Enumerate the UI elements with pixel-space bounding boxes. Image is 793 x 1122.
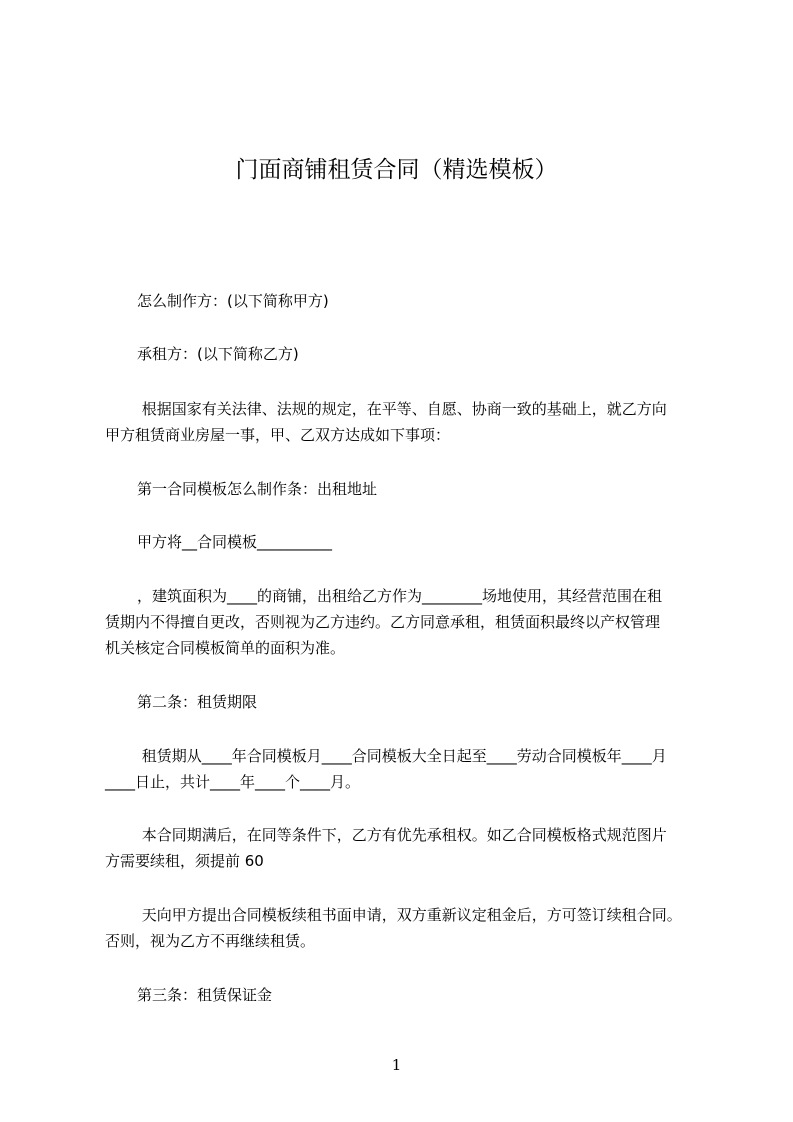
paragraph-lessee — [105, 341, 705, 367]
text-line: 怎么制作方：(以下简称甲方) — [137, 292, 329, 310]
text-line: 租赁期从____年合同模板月____合同模板大全日起至____劳动合同模板年____月 — [137, 747, 667, 765]
text-line: ，建筑面积为____的商铺，出租给乙方作为________场地使用，其经营范围在租 — [137, 587, 663, 605]
text-line: 机关核定合同模板简单的面积为准。 — [105, 639, 346, 657]
text-line: ____日止，共计____年____个____月。 — [105, 773, 361, 791]
paragraph-area-use — [105, 583, 705, 661]
page-number: 1 — [391, 1056, 402, 1074]
document-title: 门面商铺租赁合同（精选模板） — [235, 157, 558, 184]
paragraph-renewal — [105, 822, 705, 874]
text-line: 根据国家有关法律、法规的规定，在平等、自愿、协商一致的基础上，就乙方向 — [137, 400, 667, 418]
text-line: 天向甲方提出合同模板续租书面申请，双方重新议定租金后，方可签订续租合同。 — [137, 906, 682, 924]
heading-article-2 — [105, 689, 705, 715]
heading-article-1 — [105, 476, 705, 502]
paragraph-preamble — [105, 396, 705, 448]
paragraph-premises — [105, 529, 705, 555]
text-line: 第二条：租赁期限 — [137, 693, 258, 711]
text-line: 甲方将__合同模板__________ — [137, 533, 333, 551]
text-line: 甲方租赁商业房屋一事，甲、乙双方达成如下事项： — [105, 426, 451, 444]
paragraph-lessor — [105, 288, 705, 314]
text-line: 否则，视为乙方不再继续租赁。 — [105, 932, 316, 950]
text-line: 第三条：租赁保证金 — [137, 986, 273, 1004]
text-line: 赁期内不得擅自更改，否则视为乙方违约。乙方同意承租，租赁面积最终以产权管理 — [105, 613, 661, 631]
text-line: 本合同期满后，在同等条件下，乙方有优先承租权。如乙合同模板格式规范图片 — [137, 826, 667, 844]
text-line: 方需要续租，须提前 60 — [105, 852, 264, 870]
text-line: 第一合同模板怎么制作条：出租地址 — [137, 480, 378, 498]
text-line: 承租方：(以下简称乙方) — [137, 345, 299, 363]
paragraph-lease-term — [105, 743, 705, 795]
paragraph-renewal-application — [105, 902, 705, 954]
heading-article-3 — [105, 982, 705, 1008]
